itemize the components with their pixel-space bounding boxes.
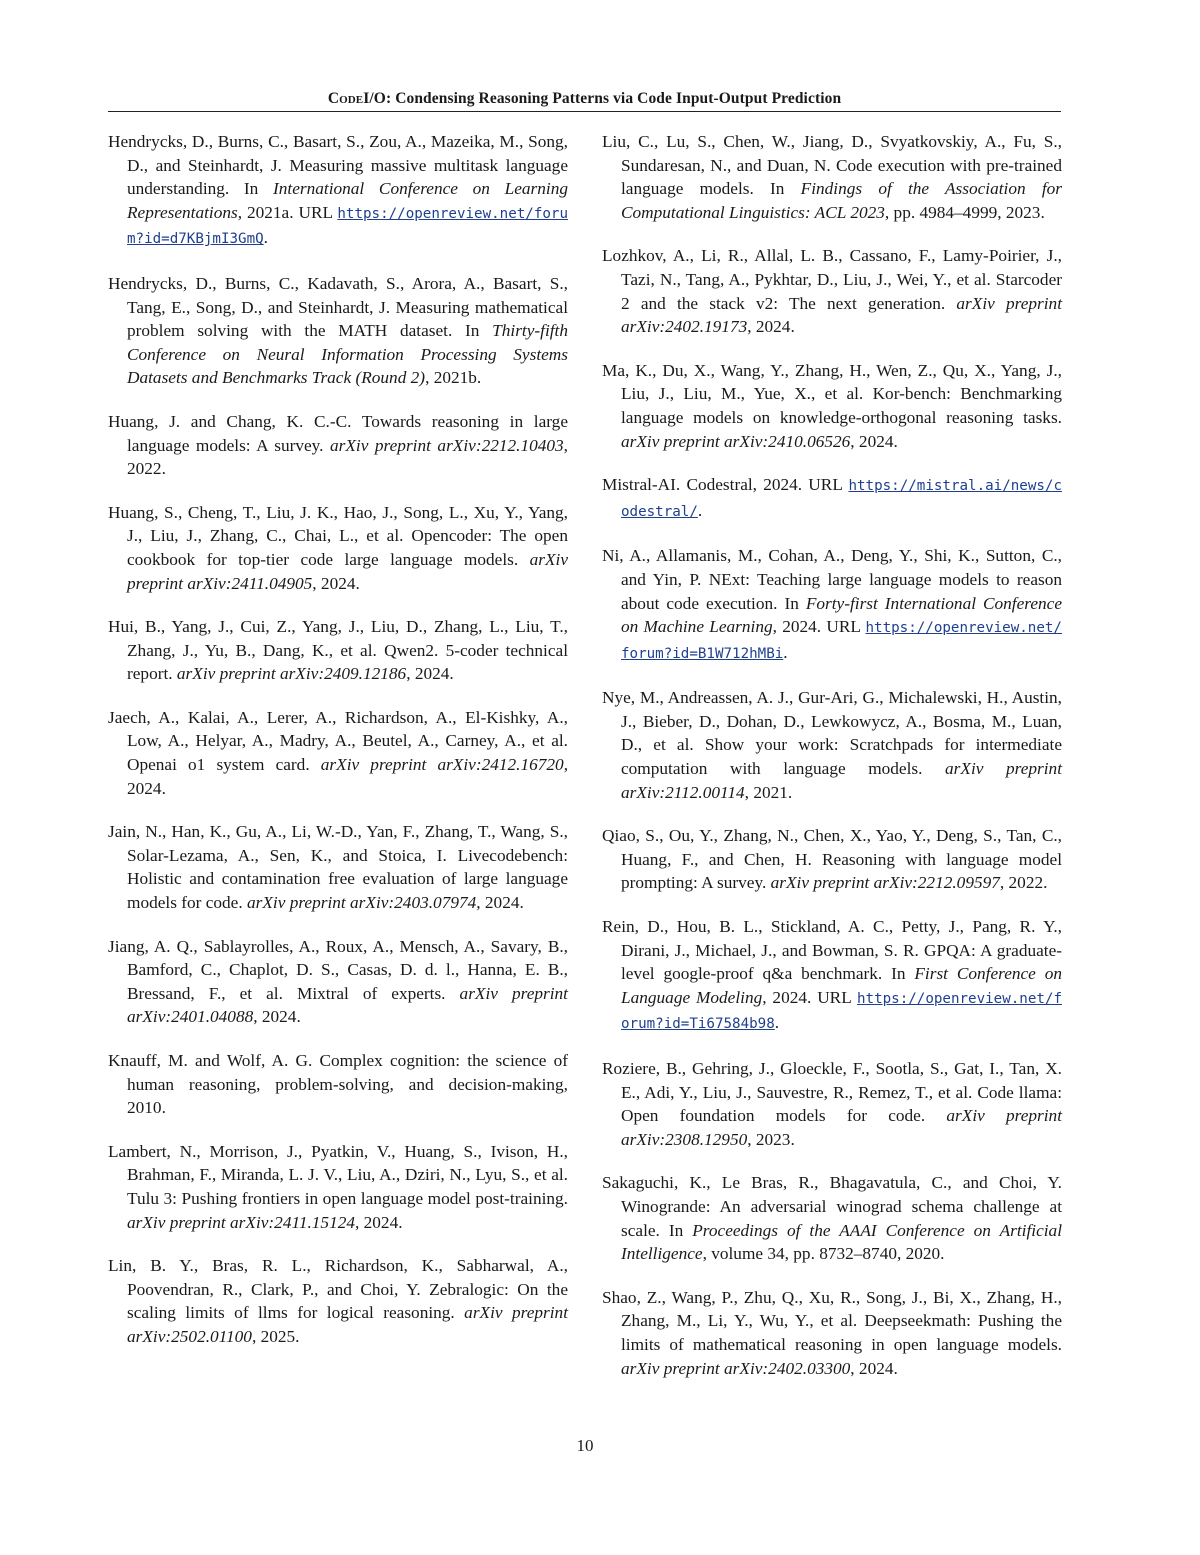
reference-entry	[108, 615, 568, 686]
running-header	[108, 90, 1061, 108]
reference-pre: Ni, A., Allamanis, M., Cohan, A., Deng, Y., Shi, K., Sutton, C., and Yin, P. NExt: Teaching large language models to reason about code execution. In	[602, 546, 1062, 613]
reference-venue: arXiv preprint arXiv:2401.04088	[127, 983, 568, 1027]
reference-venue: arXiv preprint arXiv:2402.03300	[621, 1358, 851, 1378]
reference-pre: Qiao, S., Ou, Y., Zhang, N., Chen, X., Yao, Y., Deng, S., Tan, C., Huang, F., and Chen, H. Reasoning with language model prompting: A survey.	[602, 826, 1062, 893]
reference-pre: Sakaguchi, K., Le Bras, R., Bhagavatula, C., and Choi, Y. Winogrande: An adversarial winograd schema challenge at scale. In	[602, 1173, 1062, 1240]
reference-post: , 2024. URL	[772, 617, 866, 637]
reference-post: , 2024.	[850, 1358, 898, 1378]
reference-post: , 2024.	[253, 1007, 301, 1027]
reference-post: , 2021a. URL	[237, 202, 338, 222]
reference-post: , 2024.	[312, 573, 360, 593]
reference-venue: arXiv preprint arXiv:2409.12186	[176, 664, 407, 684]
reference-post: , volume 34, pp. 8732–8740, 2020.	[702, 1244, 945, 1264]
reference-post: , 2021b.	[425, 368, 482, 388]
reference-pre: Jain, N., Han, K., Gu, A., Li, W.-D., Yan, F., Zhang, T., Wang, S., Solar-Lezama, A., Sen, K., and Stoica, I. Livecodebench: Holistic and contamination free evaluation of large language models for code.	[108, 822, 568, 913]
reference-entry	[108, 1254, 568, 1348]
reference-venue: arXiv preprint arXiv:2212.09597	[770, 873, 1000, 893]
reference-pre: Liu, C., Lu, S., Chen, W., Jiang, D., Svyatkovskiy, A., Fu, S., Sundaresan, N., and Duan, N. Code execution with pre-trained language models. In	[602, 132, 1062, 199]
reference-pre: Hendrycks, D., Burns, C., Basart, S., Zou, A., Mazeika, M., Song, D., and Steinhardt, J. Measuring massive multitask language understanding. In	[108, 132, 568, 199]
reference-tail: .	[783, 642, 788, 662]
reference-entry	[108, 1140, 568, 1234]
reference-entry	[602, 824, 1062, 895]
reference-pre: Hui, B., Yang, J., Cui, Z., Yang, J., Liu, D., Zhang, L., Liu, T., Zhang, J., Yu, B., Dang, K., et al. Qwen2. 5-coder technical report.	[108, 617, 568, 684]
reference-pre: Shao, Z., Wang, P., Zhu, Q., Xu, R., Song, J., Bi, X., Zhang, H., Zhang, M., Li, Y., Wu, Y., et al. Deepseekmath: Pushing the limits of mathematical reasoning in open language models.	[602, 1287, 1062, 1354]
reference-pre: Roziere, B., Gehring, J., Gloeckle, F., Sootla, S., Gat, I., Tan, X. E., Adi, Y., Liu, J., Sauvestre, R., Remez, T., et al. Code llama: Open foundation models for code.	[602, 1059, 1062, 1126]
reference-entry	[602, 544, 1062, 666]
reference-post: , 2023.	[747, 1129, 795, 1149]
reference-post: , 2024.	[476, 893, 524, 913]
reference-url[interactable]: https://openreview.net/forum?id=d7KBjmI3GmQ	[127, 205, 568, 248]
reference-post: , 2024.	[850, 431, 898, 451]
reference-entry	[602, 1171, 1062, 1265]
reference-pre: Lin, B. Y., Bras, R. L., Richardson, K., Sabharwal, A., Poovendran, R., Clark, P., and Choi, Y. Zebralogic: On the scaling limits of llms for logical reasoning.	[108, 1256, 568, 1323]
reference-venue: arXiv preprint arXiv:2212.10403	[330, 435, 564, 455]
reference-pre: Rein, D., Hou, B. L., Stickland, A. C., Petty, J., Pang, R. Y., Dirani, J., Michael, J., and Bowman, S. R. GPQA: A graduate-level google-proof q&a benchmark. In	[602, 917, 1062, 984]
reference-venue: International Conference on Learning Representations	[127, 179, 569, 222]
reference-entry	[602, 1057, 1062, 1151]
reference-pre: Huang, S., Cheng, T., Liu, J. K., Hao, J., Song, L., Xu, Y., Yang, J., Liu, J., Zhang, C., Chai, L., et al. Opencoder: The open cookbook for top-tier code large language models.	[108, 502, 568, 569]
reference-entry	[602, 244, 1062, 338]
reference-venue: Forty-first International Conference on Machine Learning	[621, 593, 1062, 637]
reference-entry	[602, 915, 1062, 1037]
reference-venue: Proceedings of the AAAI Conference on Artificial Intelligence	[621, 1220, 1062, 1264]
reference-pre: Mistral-AI. Codestral, 2024. URL	[602, 475, 849, 495]
reference-pre: Lozhkov, A., Li, R., Allal, L. B., Cassano, F., Lamy-Poirier, J., Tazi, N., Tang, A., Pykhtar, D., Liu, J., Wei, Y., et al. Starcoder 2 and the stack v2: The next generation.	[602, 246, 1062, 313]
reference-post: , pp. 4984–4999, 2023.	[884, 202, 1045, 222]
reference-post: , 2024.	[406, 664, 454, 684]
reference-entry	[602, 130, 1062, 224]
reference-venue: arXiv preprint arXiv:2411.04905	[127, 549, 568, 593]
reference-pre: Hendrycks, D., Burns, C., Kadavath, S., Arora, A., Basart, S., Tang, E., Song, D., and Steinhardt, J. Measuring mathematical problem solving with the MATH dataset. In	[108, 273, 568, 341]
reference-entry	[108, 501, 568, 595]
reference-venue: arXiv preprint arXiv:2308.12950	[621, 1106, 1063, 1149]
references-right-column	[602, 130, 1062, 1400]
reference-pre: Lambert, N., Morrison, J., Pyatkin, V., Huang, S., Ivison, H., Brahman, F., Miranda, L. J. V., Liu, A., Dziri, N., Lyu, S., et al. Tulu 3: Pushing frontiers in open language model post-training.	[108, 1141, 568, 1208]
reference-venue: arXiv preprint arXiv:2502.01100	[127, 1303, 568, 1346]
reference-venue: arXiv preprint arXiv:2403.07974	[246, 893, 477, 913]
reference-pre: Knauff, M. and Wolf, A. G. Complex cognition: the science of human reasoning, problem-solving, and decision-making, 2010.	[108, 1051, 568, 1118]
reference-entry	[108, 706, 568, 800]
reference-tail: .	[697, 500, 703, 520]
reference-tail: .	[774, 1013, 780, 1033]
reference-post: , 2024. URL	[762, 987, 857, 1007]
header-title-smallcaps: CodeI/O	[327, 90, 386, 107]
reference-pre: Ma, K., Du, X., Wang, Y., Zhang, H., Wen, Z., Qu, X., Yang, J., Liu, J., Liu, M., Yue, X., et al. Kor-bench: Benchmarking language models on knowledge-orthogonal reasoning tasks.	[602, 360, 1062, 427]
reference-post: , 2025.	[251, 1326, 300, 1346]
reference-pre: Jiang, A. Q., Sablayrolles, A., Roux, A., Mensch, A., Savary, B., Bamford, C., Chaplot, D. S., Casas, D. d. l., Hanna, E. B., Bressand, F., et al. Mixtral of experts.	[108, 936, 568, 1003]
reference-entry	[108, 1049, 568, 1120]
reference-venue: arXiv preprint arXiv:2412.16720	[320, 755, 564, 775]
reference-post: , 2022.	[999, 873, 1048, 893]
reference-post: , 2024.	[127, 755, 569, 798]
reference-entry	[108, 935, 568, 1029]
reference-url[interactable]: https://mistral.ai/news/codestral/	[621, 478, 1062, 520]
reference-venue: arXiv preprint arXiv:2112.00114	[621, 759, 1063, 802]
reference-pre: Jaech, A., Kalai, A., Lerer, A., Richardson, A., El-Kishky, A., Low, A., Helyar, A., Madry, A., Beutel, A., Carney, A., et al. Openai o1 system card.	[108, 707, 568, 775]
reference-venue: First Conference on Language Modeling	[621, 964, 1062, 1007]
header-title-rest: : Condensing Reasoning Patterns via Code Input-Output Prediction	[385, 90, 842, 107]
reference-pre: Huang, J. and Chang, K. C.-C. Towards reasoning in large language models: A survey.	[108, 411, 568, 455]
header-rule	[108, 111, 1061, 112]
reference-post: , 2024.	[747, 317, 795, 337]
reference-entry	[602, 473, 1062, 524]
reference-post: , 2021.	[744, 782, 793, 802]
reference-entry	[108, 820, 568, 914]
reference-url[interactable]: https://openreview.net/forum?id=Ti67584b98	[621, 990, 1062, 1033]
reference-venue: Findings of the Association for Computational Linguistics: ACL 2023	[621, 179, 1062, 222]
reference-venue: arXiv preprint arXiv:2411.15124	[127, 1212, 355, 1232]
reference-venue: Thirty-fifth Conference on Neural Information Processing Systems Datasets and Benchmarks Track (Round 2)	[127, 321, 568, 388]
reference-entry	[602, 1286, 1062, 1380]
reference-entry	[108, 272, 568, 390]
references-left-column	[108, 130, 568, 1369]
reference-entry	[108, 130, 568, 252]
reference-entry	[108, 410, 568, 481]
reference-post: , 2024.	[355, 1212, 403, 1232]
reference-tail: .	[263, 228, 268, 248]
reference-venue: arXiv preprint arXiv:2410.06526	[621, 431, 851, 451]
reference-post: , 2022.	[127, 435, 568, 479]
reference-venue: arXiv preprint arXiv:2402.19173	[621, 293, 1062, 337]
reference-entry	[602, 359, 1062, 453]
page-number: 10	[576, 1436, 594, 1455]
reference-url[interactable]: https://openreview.net/forum?id=B1W712hMBi	[621, 620, 1062, 662]
reference-pre: Nye, M., Andreassen, A. J., Gur-Ari, G., Michalewski, H., Austin, J., Bieber, D., Dohan, D., Lewkowycz, A., Bosma, M., Luan, D., et al. Show your work: Scratchpads for intermediate computation with language models.	[602, 688, 1062, 779]
reference-entry	[602, 686, 1062, 804]
